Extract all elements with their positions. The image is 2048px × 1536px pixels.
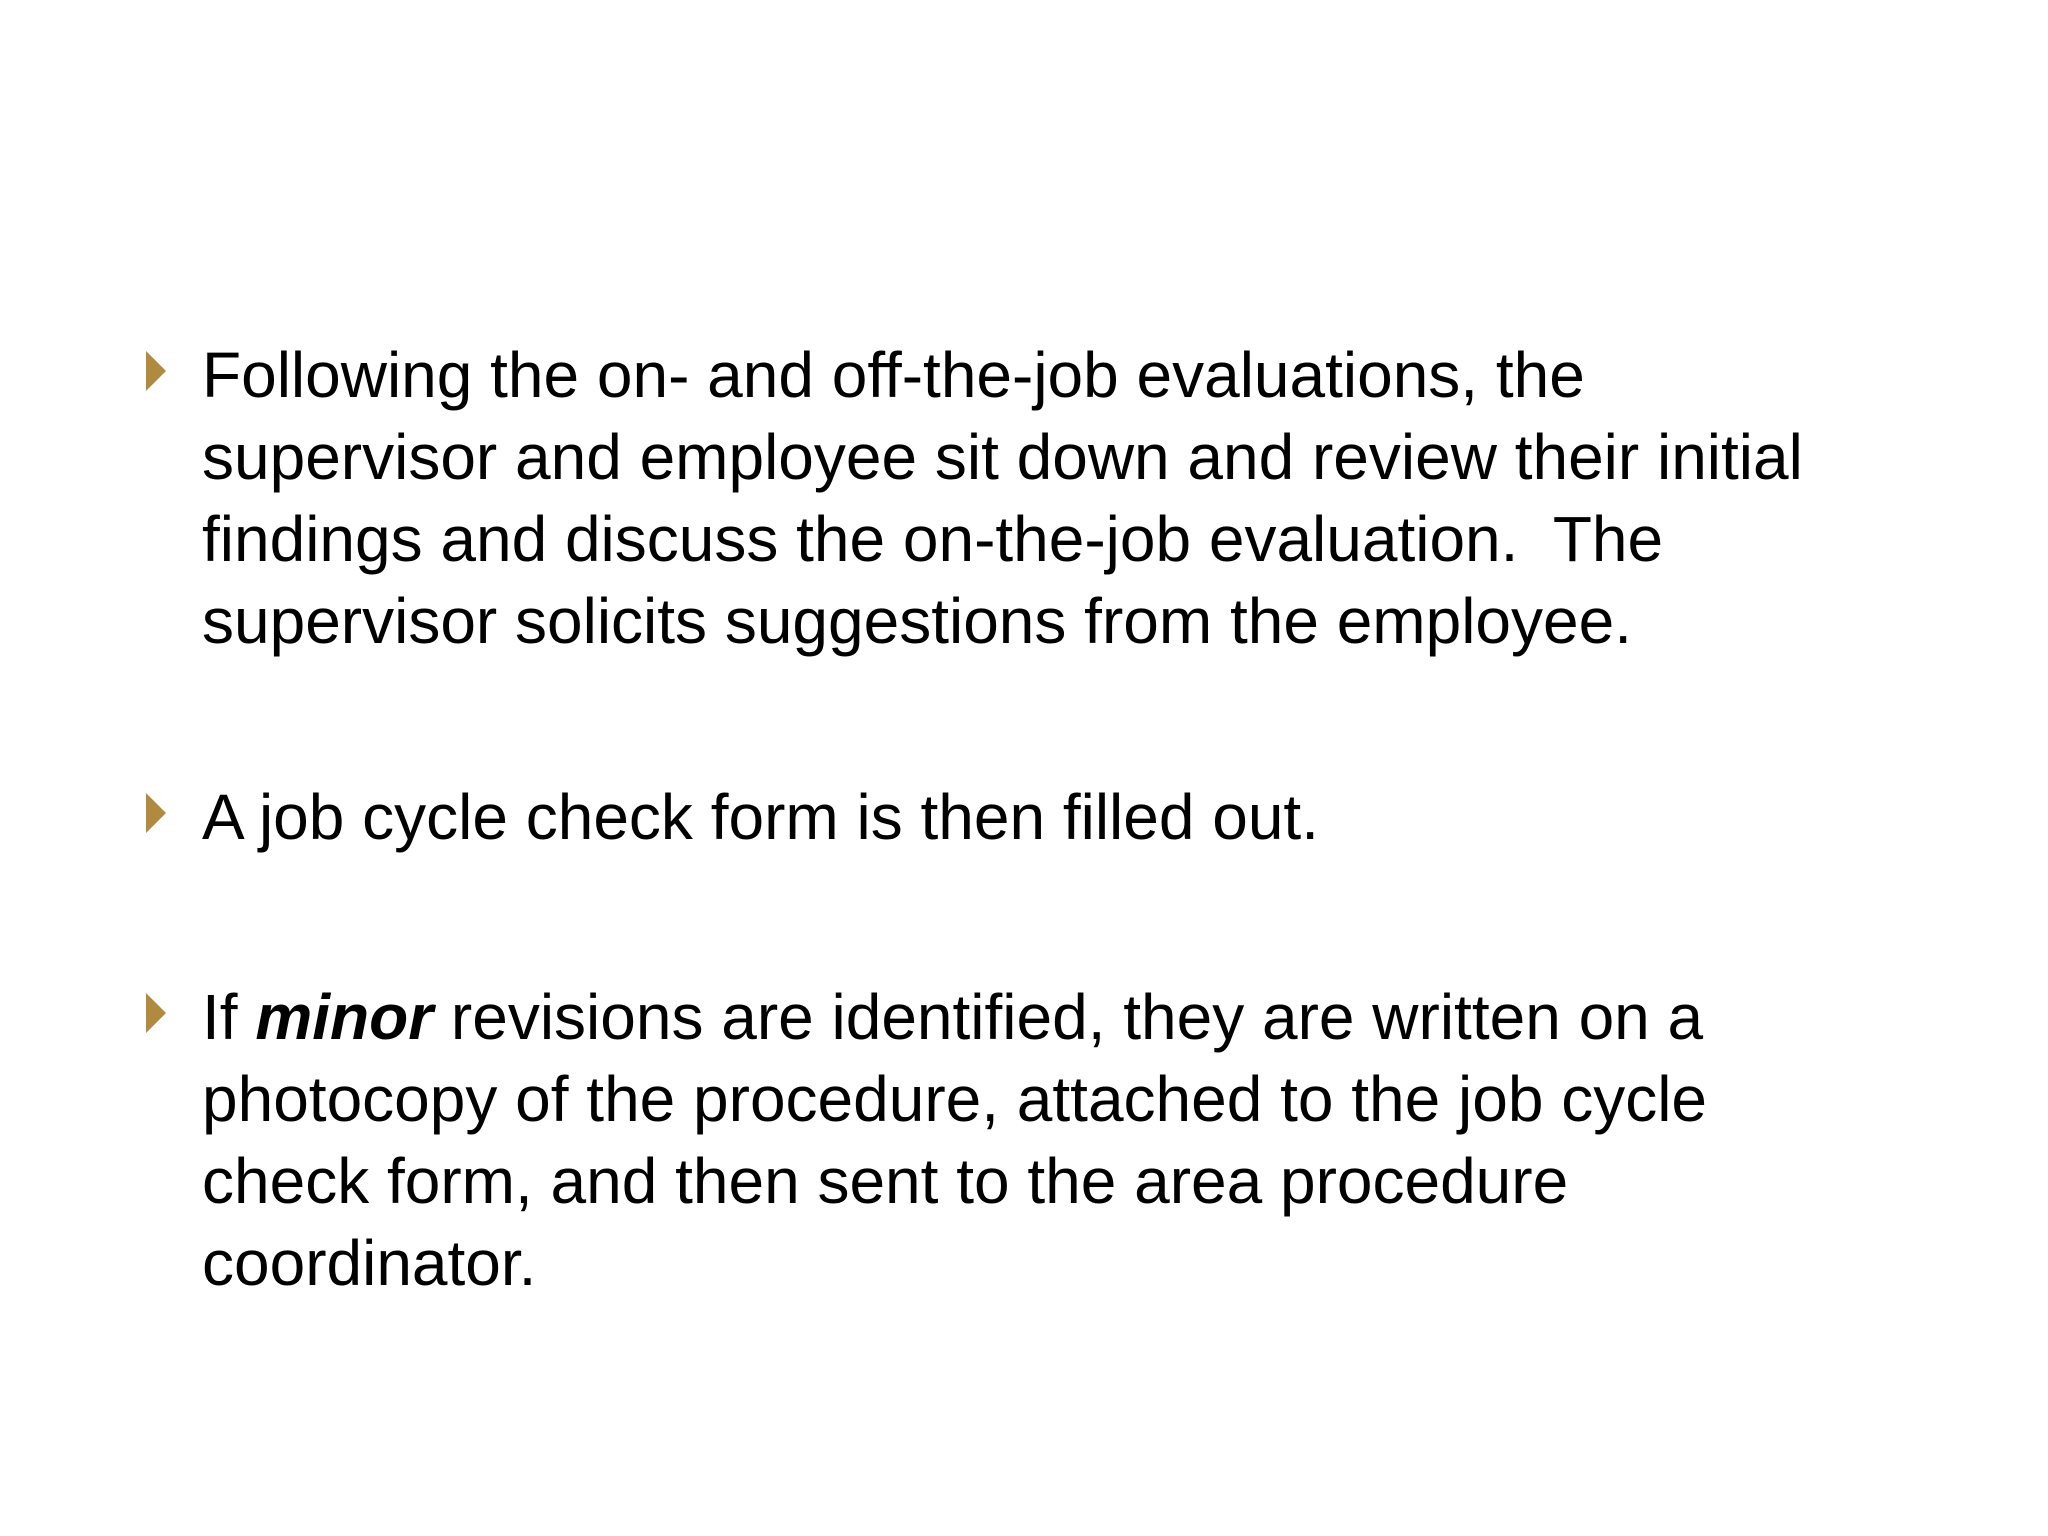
triangle-right-icon: [146, 993, 166, 1033]
bullet-text-prefix: If: [202, 981, 256, 1053]
emphasized-word: minor: [255, 981, 434, 1053]
triangle-right-icon: [146, 351, 166, 391]
bullet-item-minor-revisions: [146, 976, 1966, 1304]
bullet-item-evaluation-review: [146, 334, 1966, 662]
bullet-text-line: supervisor and employee sit down and review their initial: [202, 421, 1803, 493]
bullet-text-line: coordinator.: [202, 1227, 537, 1299]
bullet-text-line: check form, and then sent to the area procedure: [202, 1145, 1569, 1217]
bullet-text-line: findings and discuss the on-the-job evaluation. The: [202, 503, 1664, 575]
bullet-text-line: A job cycle check form is then filled out.: [202, 781, 1319, 853]
bullet-text-line: supervisor solicits suggestions from the employee.: [202, 585, 1632, 657]
bullet-list: [146, 334, 1966, 1304]
bullet-text-line: [202, 976, 1966, 1058]
triangle-right-icon: [146, 793, 166, 833]
bullet-text-rest: revisions are identified, they are written on a: [433, 981, 1704, 1053]
bullet-text-line: Following the on- and off-the-job evaluations, the: [202, 339, 1585, 411]
bullet-text-line: photocopy of the procedure, attached to the job cycle: [202, 1063, 1707, 1135]
bullet-item-check-form: [146, 776, 1966, 858]
